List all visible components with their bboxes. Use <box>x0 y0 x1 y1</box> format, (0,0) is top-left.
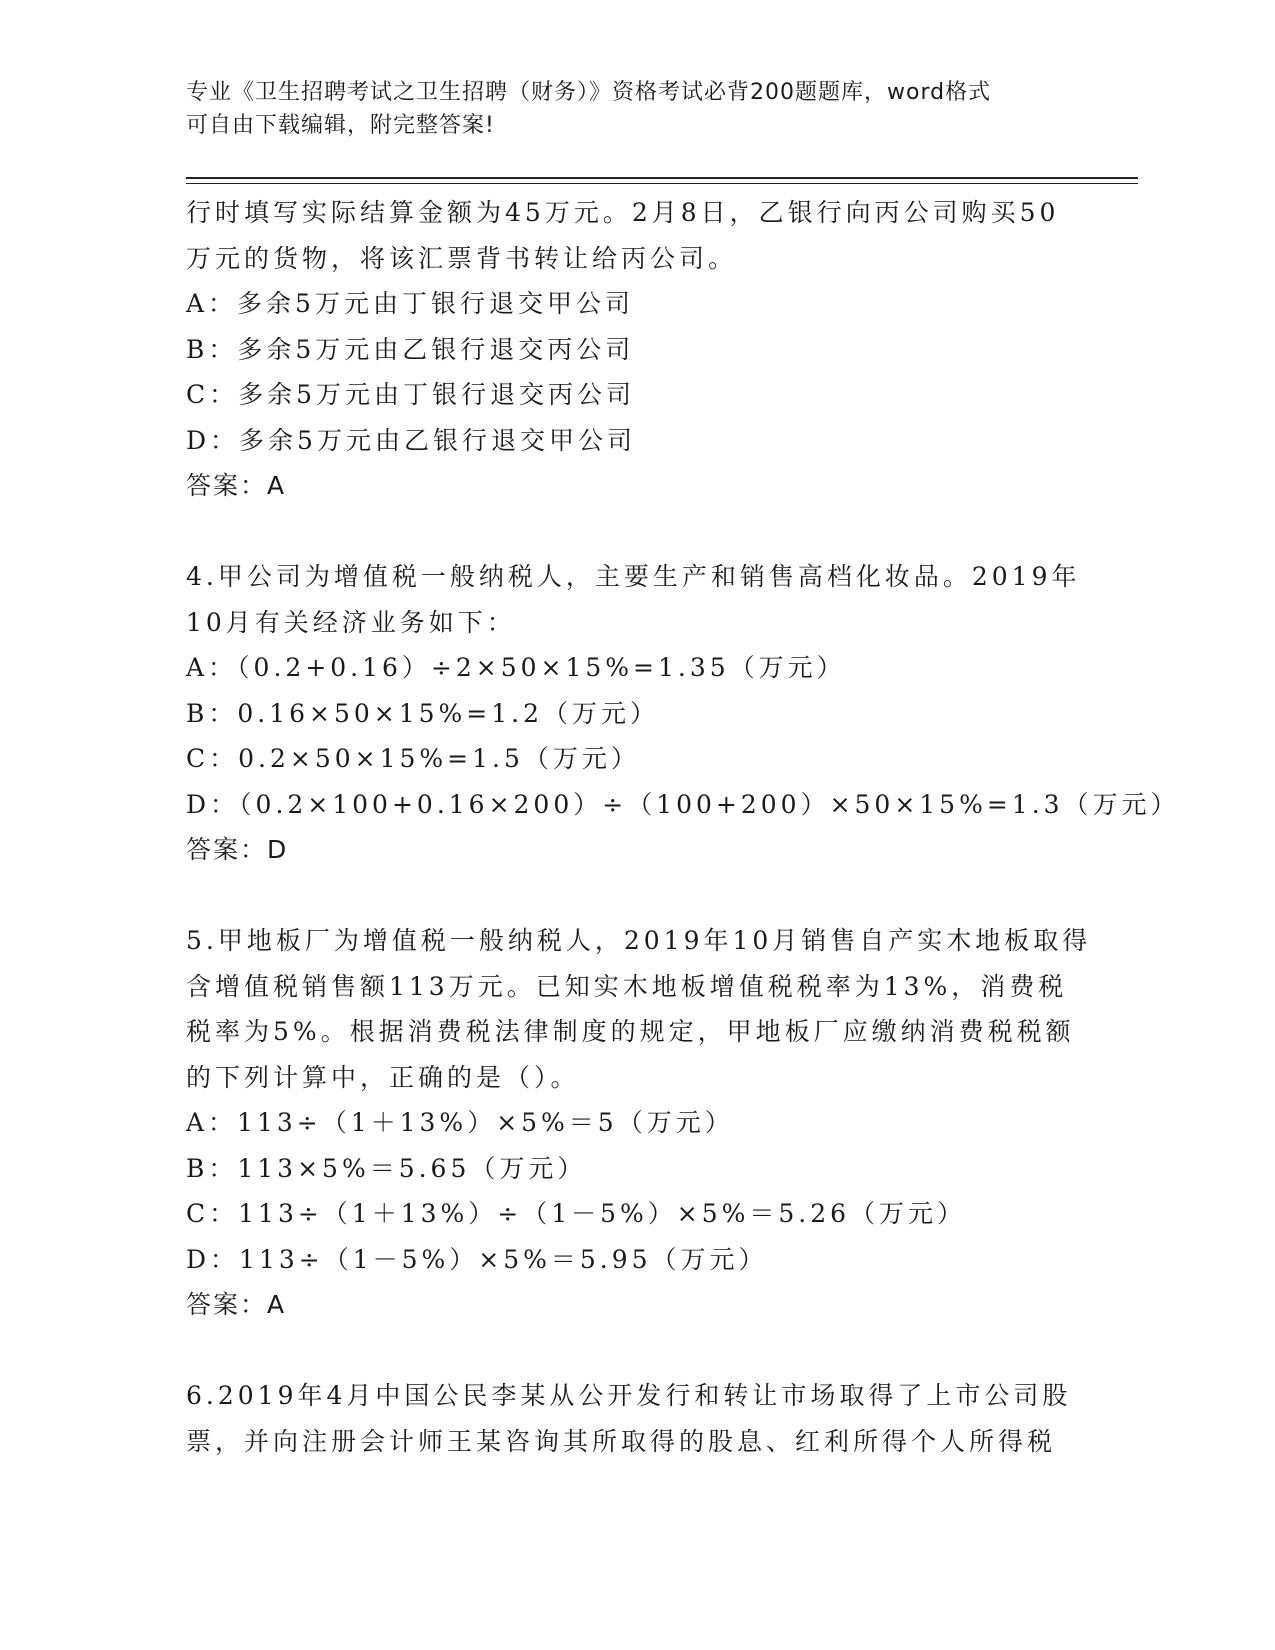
spacer <box>186 1328 1086 1374</box>
question-5-stem-line: 5.甲地板厂为增值税一般纳税人，2019年10月销售自产实木地板取得 <box>186 926 1092 955</box>
document-header <box>186 76 1086 142</box>
question-3-answer: 答案：A <box>186 471 287 500</box>
question-6 <box>186 1373 1086 1464</box>
spacer <box>186 873 1086 919</box>
header-title-line-2: 可自由下载编辑，附完整答案! <box>186 113 495 138</box>
question-6-stem-line: 票，并向注册会计师王某咨询其所取得的股息、红利所得个人所得税 <box>186 1426 1057 1456</box>
question-5-option-b: B：113×5%＝5.65（万元） <box>186 1153 587 1183</box>
question-5-option-d: D：113÷（1－5%）×5%＝5.95（万元） <box>186 1244 768 1274</box>
question-4-option-c: C：0.2×50×15%=1.5（万元） <box>186 744 640 773</box>
question-3-option-d: D：多余5万元由乙银行退交甲公司 <box>186 425 636 455</box>
question-3-option-c: C：多余5万元由丁银行退交丙公司 <box>186 380 636 409</box>
question-4-option-b: B：0.16×50×15%=1.2（万元） <box>186 698 660 728</box>
question-4-stem-line: 4.甲公司为增值税一般纳税人，主要生产和销售高档化妆品。2019年 <box>186 562 1081 591</box>
question-4-answer: 答案：D <box>186 835 289 864</box>
question-3-option-a: A：多余5万元由丁银行退交甲公司 <box>186 289 634 318</box>
question-5-stem-line: 的下列计算中，正确的是（）。 <box>186 1062 580 1092</box>
question-3-option-b: B：多余5万元由乙银行退交丙公司 <box>186 334 635 364</box>
question-3 <box>186 190 1086 509</box>
question-content <box>186 190 1180 1464</box>
header-divider-thick <box>186 177 1138 179</box>
question-4-stem-line: 10月有关经济业务如下： <box>186 607 516 637</box>
question-4-option-a: A：（0.2+0.16）÷2×50×15%=1.35（万元） <box>186 653 846 682</box>
question-4-option-d: D：（0.2×100+0.16×200）÷（100+200）×50×15%=1.3（万元） <box>186 789 1180 819</box>
question-5-stem-line: 含增值税销售额113万元。已知实木地板增值税税率为13%，消费税 <box>186 971 1068 1001</box>
question-4 <box>186 554 1180 873</box>
header-title-line-1: 专业《卫生招聘考试之卫生招聘（财务）》资格考试必背200题题库，word格式 <box>186 80 992 105</box>
question-5 <box>186 918 1092 1328</box>
question-5-answer: 答案：A <box>186 1290 287 1319</box>
spacer <box>186 509 1086 555</box>
header-divider-thin <box>186 183 1138 184</box>
question-6-stem-line: 6.2019年4月中国公民李某从公开发行和转让市场取得了上市公司股 <box>186 1381 1072 1410</box>
question-3-stem-line: 万元的货物，将该汇票背书转让给丙公司。 <box>186 243 738 273</box>
question-5-option-c: C：113÷（1＋13%）÷（1－5%）×5%＝5.26（万元） <box>186 1199 967 1228</box>
question-5-stem-line: 税率为5%。根据消费税法律制度的规定，甲地板厂应缴纳消费税税额 <box>186 1017 1075 1046</box>
question-5-option-a: A：113÷（1＋13%）×5%＝5（万元） <box>186 1108 734 1137</box>
question-3-stem-line: 行时填写实际结算金额为45万元。2月8日，乙银行向丙公司购买50 <box>186 198 1060 227</box>
